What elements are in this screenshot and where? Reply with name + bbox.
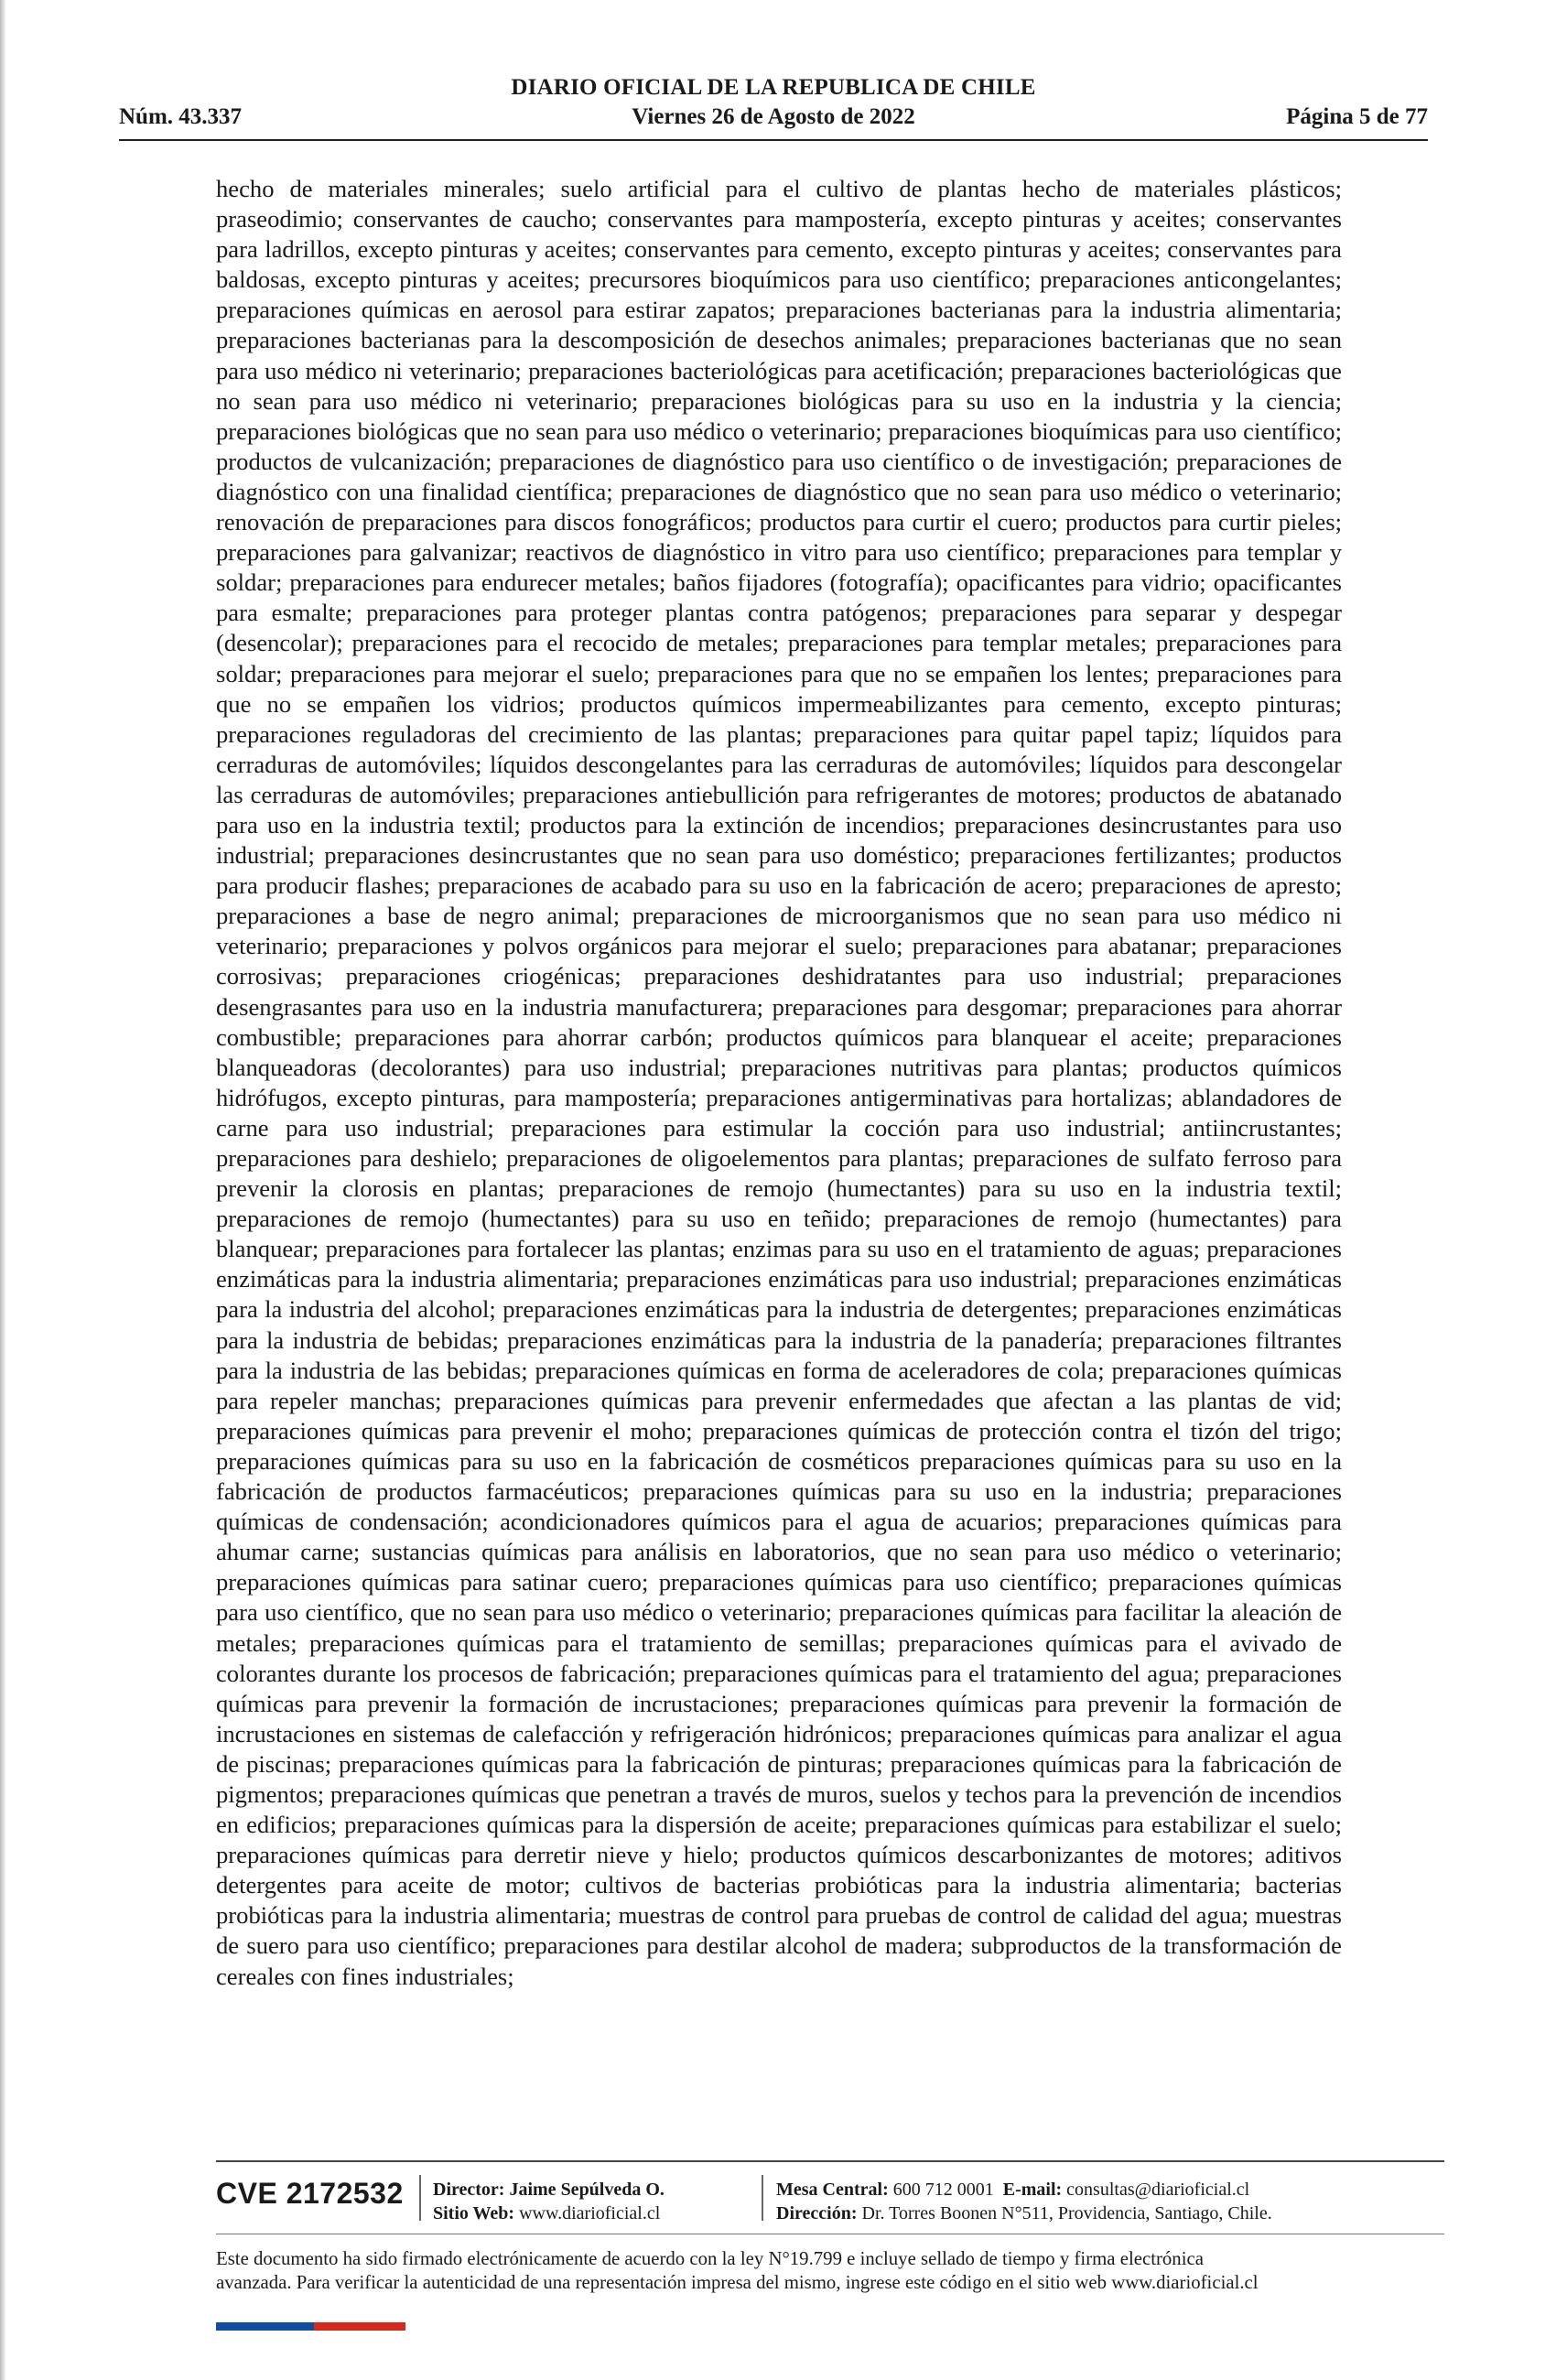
sitio-link[interactable]: www.diarioficial.cl xyxy=(519,2203,661,2223)
page-header xyxy=(119,75,1428,148)
email-label: E-mail: xyxy=(1002,2180,1063,2200)
signature-notice-line-2: avanzada. Para verificar la autenticidad de una representación impresa del mismo, ingrese este código en el sitio web www.diarioficial.cl xyxy=(216,2272,1259,2293)
mesa-phone: 600 712 0001 xyxy=(892,2180,994,2200)
director-label: Director: xyxy=(433,2180,505,2200)
director-name: Jaime Sepúlveda O. xyxy=(509,2180,665,2200)
footer-separator xyxy=(419,2175,421,2221)
issue-date: Viernes 26 de Agosto de 2022 xyxy=(632,104,915,129)
footer-separator xyxy=(762,2175,763,2221)
flag-red-segment xyxy=(314,2322,405,2331)
signature-notice-line-1: Este documento ha sido firmado electrónicamente de acuerdo con la ley N°19.799 e incluye sellado de tiempo y firma electrónica xyxy=(216,2248,1204,2269)
page-edge-shadow xyxy=(0,0,5,2380)
page-number: Página 5 de 77 xyxy=(1286,104,1428,129)
direccion-label: Dirección: xyxy=(776,2203,858,2223)
issue-number: Núm. 43.337 xyxy=(119,104,243,129)
flag-color-bar xyxy=(216,2322,405,2331)
director-info xyxy=(433,2178,665,2225)
email-link[interactable]: consultas@diarioficial.cl xyxy=(1066,2180,1250,2200)
sitio-label: Sitio Web: xyxy=(433,2203,515,2223)
signature-notice xyxy=(216,2247,1397,2295)
footer-divider-top xyxy=(216,2160,1444,2162)
flag-blue-segment xyxy=(216,2322,314,2331)
contact-info xyxy=(776,2178,1272,2225)
header-divider xyxy=(119,139,1428,141)
cve-code: CVE 2172532 xyxy=(216,2177,404,2210)
body-paragraph: hecho de materiales minerales; suelo artificial para el cultivo de plantas hecho de materiales plásticos; praseodimio; conservantes de caucho; conservantes para mampostería, excepto pinturas y aceites; conservantes para ladrillos, excepto pinturas y aceites; conservantes para cemento, excepto pinturas y aceites; conservantes para baldosas, excepto pinturas y aceites; precursores bioquímicos para uso científico; preparaciones anticongelantes; preparaciones químicas en aerosol para estirar zapatos; preparaciones bacterianas para la industria alimentaria; preparaciones bacterianas para la descomposición de desechos animales; preparaciones bacterianas que no sean para uso médico ni veterinario; preparaciones bacteriológicas para acetificación; preparaciones bacteriológicas que no sean para uso médico ni veterinario; preparaciones biológicas para su uso en la industria y la ciencia; preparaciones biológicas que no sean para uso médico o veterinario; preparaciones bioquímicas para uso científico; productos de vulcanización; preparaciones de diagnóstico para uso científico o de investigación; preparaciones de diagnóstico con una finalidad científica; preparaciones de diagnóstico que no sean para uso médico o veterinario; renovación de preparaciones para discos fonográficos; productos para curtir el cuero; productos para curtir pieles; preparaciones para galvanizar; reactivos de diagnóstico in vitro para uso científico; preparaciones para templar y soldar; preparaciones para endurecer metales; baños fijadores (fotografía); opacificantes para vidrio; opacificantes para esmalte; preparaciones para proteger plantas contra patógenos; preparaciones para separar y despegar (desencolar); preparaciones para el recocido de metales; preparaciones para templar metales; preparaciones para soldar; preparaciones para mejorar el suelo; preparaciones para que no se empañen los lentes; preparaciones para que no se empañen los vidrios; productos químicos impermeabilizantes para cemento, excepto pinturas; preparaciones reguladoras del crecimiento de las plantas; preparaciones para quitar papel tapiz; líquidos para cerraduras de automóviles; líquidos descongelantes para las cerraduras de automóviles; líquidos para descongelar las cerraduras de automóviles; preparaciones antiebullición para refrigerantes de motores; productos de abatanado para uso en la industria textil; productos para la extinción de incendios; preparaciones desincrustantes para uso industrial; preparaciones desincrustantes que no sean para uso doméstico; preparaciones fertilizantes; productos para producir flashes; preparaciones de acabado para su uso en la fabricación de acero; preparaciones de apresto; preparaciones a base de negro animal; preparaciones de microorganismos que no sean para uso médico ni veterinario; preparaciones y polvos orgánicos para mejorar el suelo; preparaciones para abatanar; preparaciones corrosivas; preparaciones criogénicas; preparaciones deshidratantes para uso industrial; preparaciones desengrasantes para uso en la industria manufacturera; preparaciones para desgomar; preparaciones para ahorrar combustible; preparaciones para ahorrar carbón; productos químicos para blanquear el aceite; preparaciones blanqueadoras (decolorantes) para uso industrial; preparaciones nutritivas para plantas; productos químicos hidrófugos, excepto pinturas, para mampostería; preparaciones antigerminativas para hortalizas; ablandadores de carne para uso industrial; preparaciones para estimular la cocción para uso industrial; antiincrustantes; preparaciones para deshielo; preparaciones de oligoelementos para plantas; preparaciones de sulfato ferroso para prevenir la clorosis en plantas; preparaciones de remojo (humectantes) para su uso en la industria textil; preparaciones de remojo (humectantes) para su uso en teñido; preparaciones de remojo (humectantes) para blanquear; preparaciones para fortalecer las plantas; enzimas para su uso en el tratamiento de aguas; preparaciones enzimáticas para la industria alimentaria; preparaciones enzimáticas para uso industrial; preparaciones enzimáticas para la industria del alcohol; preparaciones enzimáticas para la industria de detergentes; preparaciones enzimáticas para la industria de bebidas; preparaciones enzimáticas para la industria de la panadería; preparaciones filtrantes para la industria de las bebidas; preparaciones químicas en forma de aceleradores de cola; preparaciones químicas para repeler manchas; preparaciones químicas para prevenir enfermedades que afectan a las plantas de vid; preparaciones químicas para prevenir el moho; preparaciones químicas de protección contra el tizón del trigo; preparaciones químicas para su uso en la fabricación de cosméticos preparaciones químicas para su uso en la fabricación de productos farmacéuticos; preparaciones químicas para su uso en la industria; preparaciones químicas de condensación; acondicionadores químicos para el agua de acuarios; preparaciones químicas para ahumar carne; sustancias químicas para análisis en laboratorios, que no sean para uso médico o veterinario; preparaciones químicas para satinar cuero; preparaciones químicas para uso científico; preparaciones químicas para uso científico, que no sean para uso médico o veterinario; preparaciones químicas para facilitar la aleación de metales; preparaciones químicas para el tratamiento de semillas; preparaciones químicas para el avivado de colorantes durante los procesos de fabricación; preparaciones químicas para el tratamiento del agua; preparaciones químicas para prevenir la formación de incrustaciones; preparaciones químicas para prevenir la formación de incrustaciones en sistemas de calefacción y refrigeración hidrónicos; preparaciones químicas para analizar el agua de piscinas; preparaciones químicas para la fabricación de pinturas; preparaciones químicas para la fabricación de pigmentos; preparaciones químicas que penetran a través de muros, suelos y techos para la prevención de incendios en edificios; preparaciones químicas para la dispersión de aceite; preparaciones químicas para estabilizar el suelo; preparaciones químicas para derretir nieve y hielo; productos químicos descarbonizantes de motores; aditivos detergentes para aceite de motor; cultivos de bacterias probióticas para la industria alimentaria; bacterias probióticas para la industria alimentaria; muestras de control para pruebas de control de calidad del agua; muestras de suero para uso científico; preparaciones para destilar alcohol de madera; subproductos de la transformación de cereales con fines industriales; xyxy=(216,175,1342,1990)
mesa-label: Mesa Central: xyxy=(776,2180,889,2200)
newspaper-title: DIARIO OFICIAL DE LA REPUBLICA DE CHILE xyxy=(511,75,1036,100)
direccion-value: Dr. Torres Boonen N°511, Providencia, Santiago, Chile. xyxy=(861,2203,1272,2223)
